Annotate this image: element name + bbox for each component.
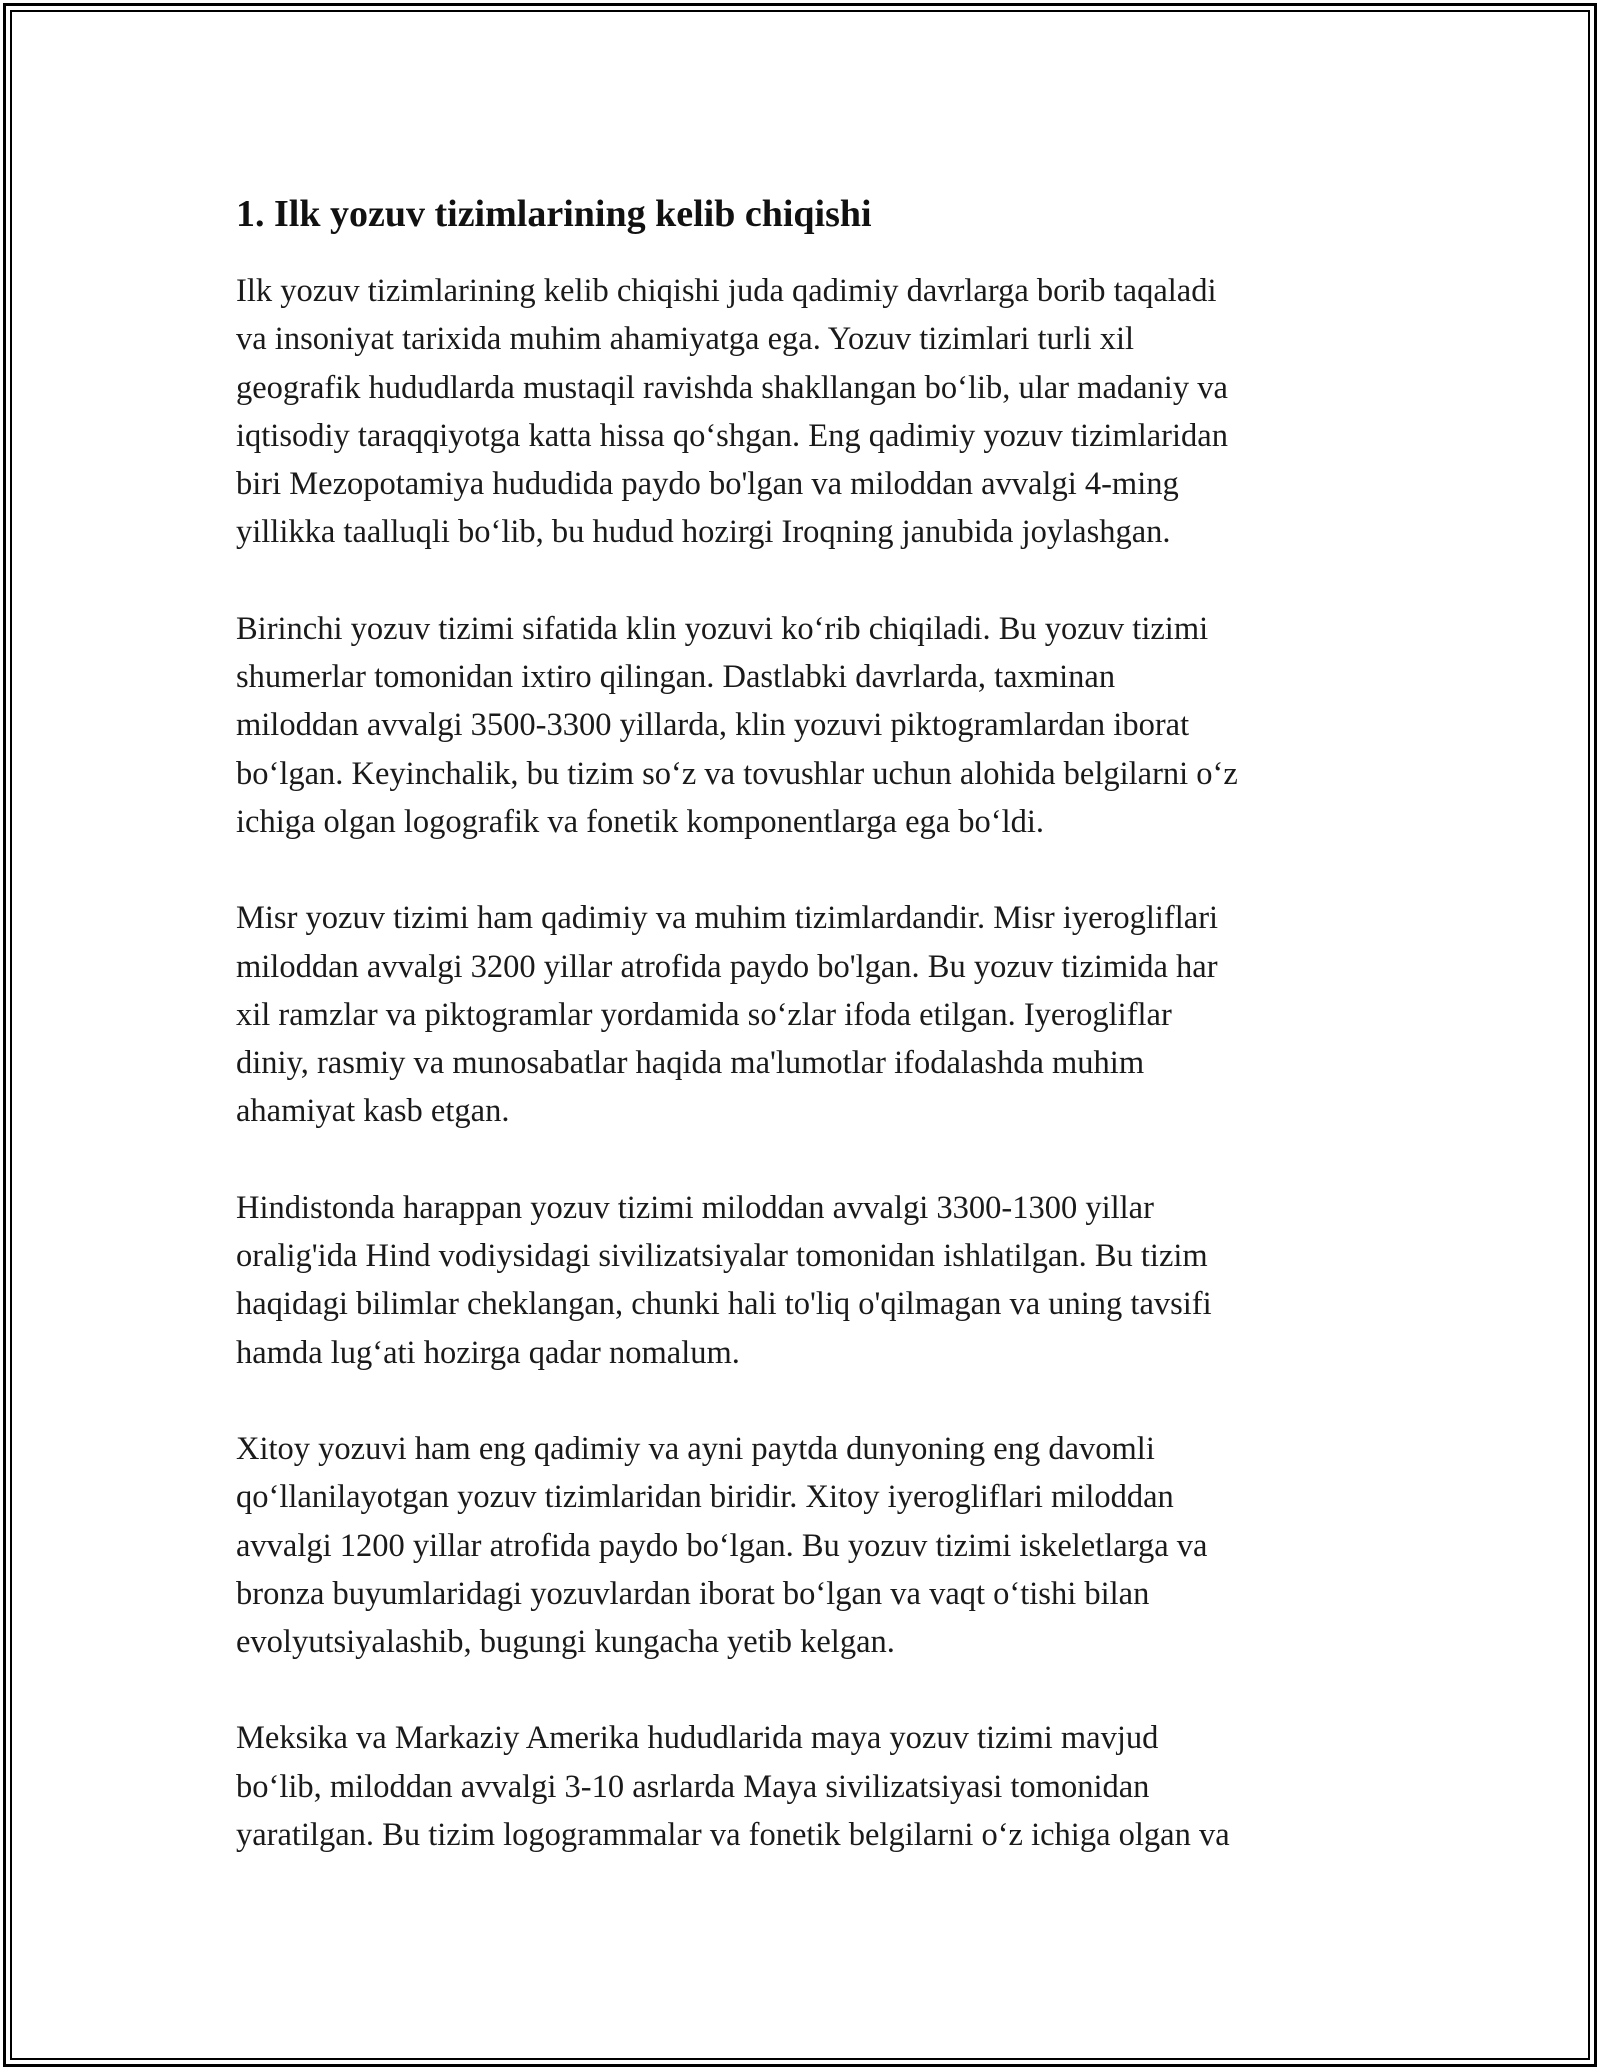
text-line: ichiga olgan logografik va fonetik komponentlarga ega bo‘ldi. [236,803,1045,840]
paragraph [236,1425,1376,1666]
section-heading: 1. Ilk yozuv tizimlarining kelib chiqishi [236,193,872,235]
text-line: yaratilgan. Bu tizim logogrammalar va fonetik belgilarni o‘z ichiga olgan va [236,1817,1230,1854]
paragraph [236,1184,1376,1377]
text-line: Birinchi yozuv tizimi sifatida klin yozuvi ko‘rib chiqiladi. Bu yozuv tizimi [236,610,1209,647]
paragraph [236,267,1376,557]
text-line: biri Mezopotamiya hududida paydo bo'lgan va miloddan avvalgi 4-ming [236,466,1179,503]
text-line: miloddan avvalgi 3500-3300 yillarda, klin yozuvi piktogramlardan iborat [236,707,1190,744]
text-line: hamda lug‘ati hozirga qadar nomalum. [236,1334,740,1371]
text-line: evolyutsiyalashib, bugungi kungacha yetib kelgan. [236,1624,895,1661]
text-line: iqtisodiy taraqqiyotga katta hissa qo‘shgan. Eng qadimiy yozuv tizimlaridan [236,417,1228,454]
text-line: xil ramzlar va piktogramlar yordamida so‘zlar ifoda etilgan. Iyerogliflar [236,996,1172,1033]
text-line: Misr yozuv tizimi ham qadimiy va muhim tizimlardandir. Misr iyerogliflari [236,900,1219,937]
text-line: miloddan avvalgi 3200 yillar atrofida paydo bo'lgan. Bu yozuv tizimida har [236,948,1218,985]
text-line: geografik hududlarda mustaqil ravishda shakllangan bo‘lib, ular madaniy va [236,369,1228,406]
text-line: Meksika va Markaziy Amerika hududlarida maya yozuv tizimi mavjud [236,1720,1159,1757]
paragraph [236,1714,1376,1859]
text-line: haqidagi bilimlar cheklangan, chunki hali to'liq o'qilmagan va uning tavsifi [236,1286,1212,1323]
text-line: avvalgi 1200 yillar atrofida paydo bo‘lgan. Bu yozuv tizimi iskeletlarga va [236,1527,1208,1564]
paragraph [236,894,1376,1135]
text-line: Ilk yozuv tizimlarining kelib chiqishi juda qadimiy davrlarga borib taqaladi [236,273,1217,309]
document-body [236,188,1376,1907]
text-line: oralig'ida Hind vodiysidagi sivilizatsiyalar tomonidan ishlatilgan. Bu tizim [236,1238,1208,1275]
paragraph [236,605,1376,846]
text-line: Hindistonda harappan yozuv tizimi miloddan avvalgi 3300-1300 yillar [236,1189,1154,1226]
text-line: diniy, rasmiy va munosabatlar haqida ma'lumotlar ifodalashda muhim [236,1045,1145,1082]
text-line: bo‘lib, miloddan avvalgi 3-10 asrlarda Maya sivilizatsiyasi tomonidan [236,1768,1150,1805]
text-line: ahamiyat kasb etgan. [236,1093,510,1130]
text-line: shumerlar tomonidan ixtiro qilingan. Dastlabki davrlarda, taxminan [236,659,1116,696]
text-line: yillikka taalluqli bo‘lib, bu hudud hozirgi Iroqning janubida joylashgan. [236,514,1171,551]
text-line: qo‘llanilayotgan yozuv tizimlaridan biridir. Xitoy iyerogliflari miloddan [236,1479,1174,1516]
text-line: Xitoy yozuvi ham eng qadimiy va ayni paytda dunyoning eng davomli [236,1430,1155,1467]
text-line: va insoniyat tarixida muhim ahamiyatga ega. Yozuv tizimlari turli xil [236,321,1135,358]
text-line: bronza buyumlaridagi yozuvlardan iborat bo‘lgan va vaqt o‘tishi bilan [236,1575,1150,1612]
text-line: bo‘lgan. Keyinchalik, bu tizim so‘z va tovushlar uchun alohida belgilarni o‘z [236,755,1238,792]
